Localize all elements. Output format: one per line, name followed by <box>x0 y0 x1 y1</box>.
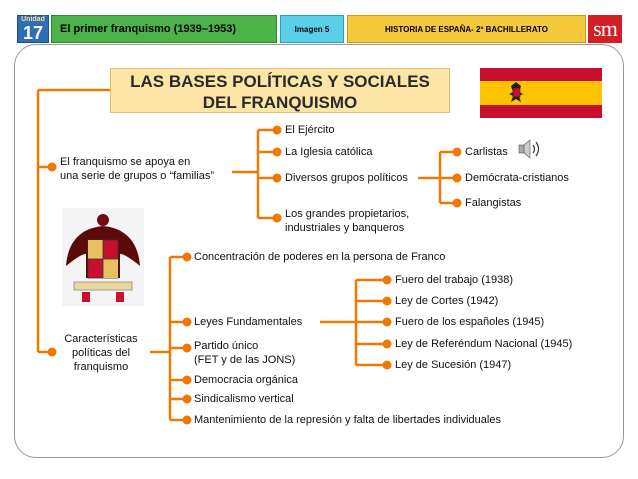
node-dot <box>273 214 282 223</box>
group-owners <box>285 207 409 235</box>
group-owners-line2: industriales y banqueros <box>285 222 405 234</box>
feature-power-concentration: Concentración de poderes en la persona de Franco <box>194 251 446 263</box>
branch1-root-line1: El franquismo se apoya en <box>60 156 191 168</box>
group-army: El Ejército <box>285 124 335 136</box>
node-dot <box>183 253 192 262</box>
francoist-coat-of-arms-icon <box>62 208 144 306</box>
node-dot <box>383 340 392 349</box>
group-political: Diversos grupos políticos <box>285 172 408 184</box>
feature-repression: Mantenimiento de la represión y falta de libertades individuales <box>194 414 501 426</box>
lesson-title: El primer franquismo (1939–1953) <box>51 15 277 43</box>
feature-single-party-line1: Partido único <box>194 340 259 352</box>
law-spaniards-charter: Fuero de los españoles (1945) <box>395 316 545 328</box>
node-dot <box>183 395 192 404</box>
feature-fundamental-laws: Leyes Fundamentales <box>194 316 303 328</box>
speaker-icon[interactable] <box>518 139 542 159</box>
main-title-line2: DEL FRANQUISMO <box>202 93 358 112</box>
feature-vertical-unionism: Sindicalismo vertical <box>194 393 294 405</box>
law-cortes: Ley de Cortes (1942) <box>395 295 499 307</box>
feature-single-party <box>194 339 295 367</box>
node-dot <box>383 276 392 285</box>
image-label: Imagen 5 <box>280 15 344 43</box>
node-dot <box>183 344 192 353</box>
node-dot <box>48 163 57 172</box>
law-succession: Ley de Sucesión (1947) <box>395 359 512 371</box>
group-owners-line1: Los grandes propietarios, <box>285 208 410 220</box>
branch1-root-line2: una serie de grupos o “familias” <box>60 170 215 182</box>
node-dot <box>183 376 192 385</box>
branch2-root <box>58 332 144 374</box>
node-dot <box>273 148 282 157</box>
node-dot <box>273 174 282 183</box>
node-dot <box>273 126 282 135</box>
node-dot <box>383 318 392 327</box>
unit-number: 17 <box>22 23 44 43</box>
branch2-root-line2: políticas del <box>71 347 131 359</box>
node-dot <box>183 318 192 327</box>
unit-label: Unidad <box>21 16 45 23</box>
spanish-flag-icon <box>480 68 602 118</box>
political-group-falangists: Falangistas <box>465 197 522 209</box>
branch2-root-line3: franquismo <box>73 361 129 373</box>
node-dot <box>48 348 57 357</box>
node-dot <box>453 199 462 208</box>
node-dot <box>183 416 192 425</box>
node-dot <box>453 174 462 183</box>
main-title-line1: LAS BASES POLÍTICAS Y SOCIALES <box>130 72 430 91</box>
political-group-christian-democrats: Demócrata-cristianos <box>465 172 569 184</box>
group-church: La Iglesia católica <box>285 146 373 158</box>
feature-organic-democracy: Democracia orgánica <box>194 374 298 386</box>
main-title <box>110 68 450 113</box>
feature-single-party-line2: (FET y de las JONS) <box>194 354 296 366</box>
publisher-logo: sm <box>588 15 622 43</box>
node-dot <box>383 361 392 370</box>
node-dot <box>453 148 462 157</box>
branch1-root <box>60 155 214 183</box>
course-label: HISTORIA DE ESPAÑA- 2º BACHILLERATO <box>347 15 586 43</box>
node-dot <box>383 297 392 306</box>
law-labour-charter: Fuero del trabajo (1938) <box>395 274 514 286</box>
law-referendum: Ley de Referéndum Nacional (1945) <box>395 338 573 350</box>
branch2-root-line1: Características <box>64 333 138 345</box>
political-group-carlists: Carlistas <box>465 146 508 158</box>
